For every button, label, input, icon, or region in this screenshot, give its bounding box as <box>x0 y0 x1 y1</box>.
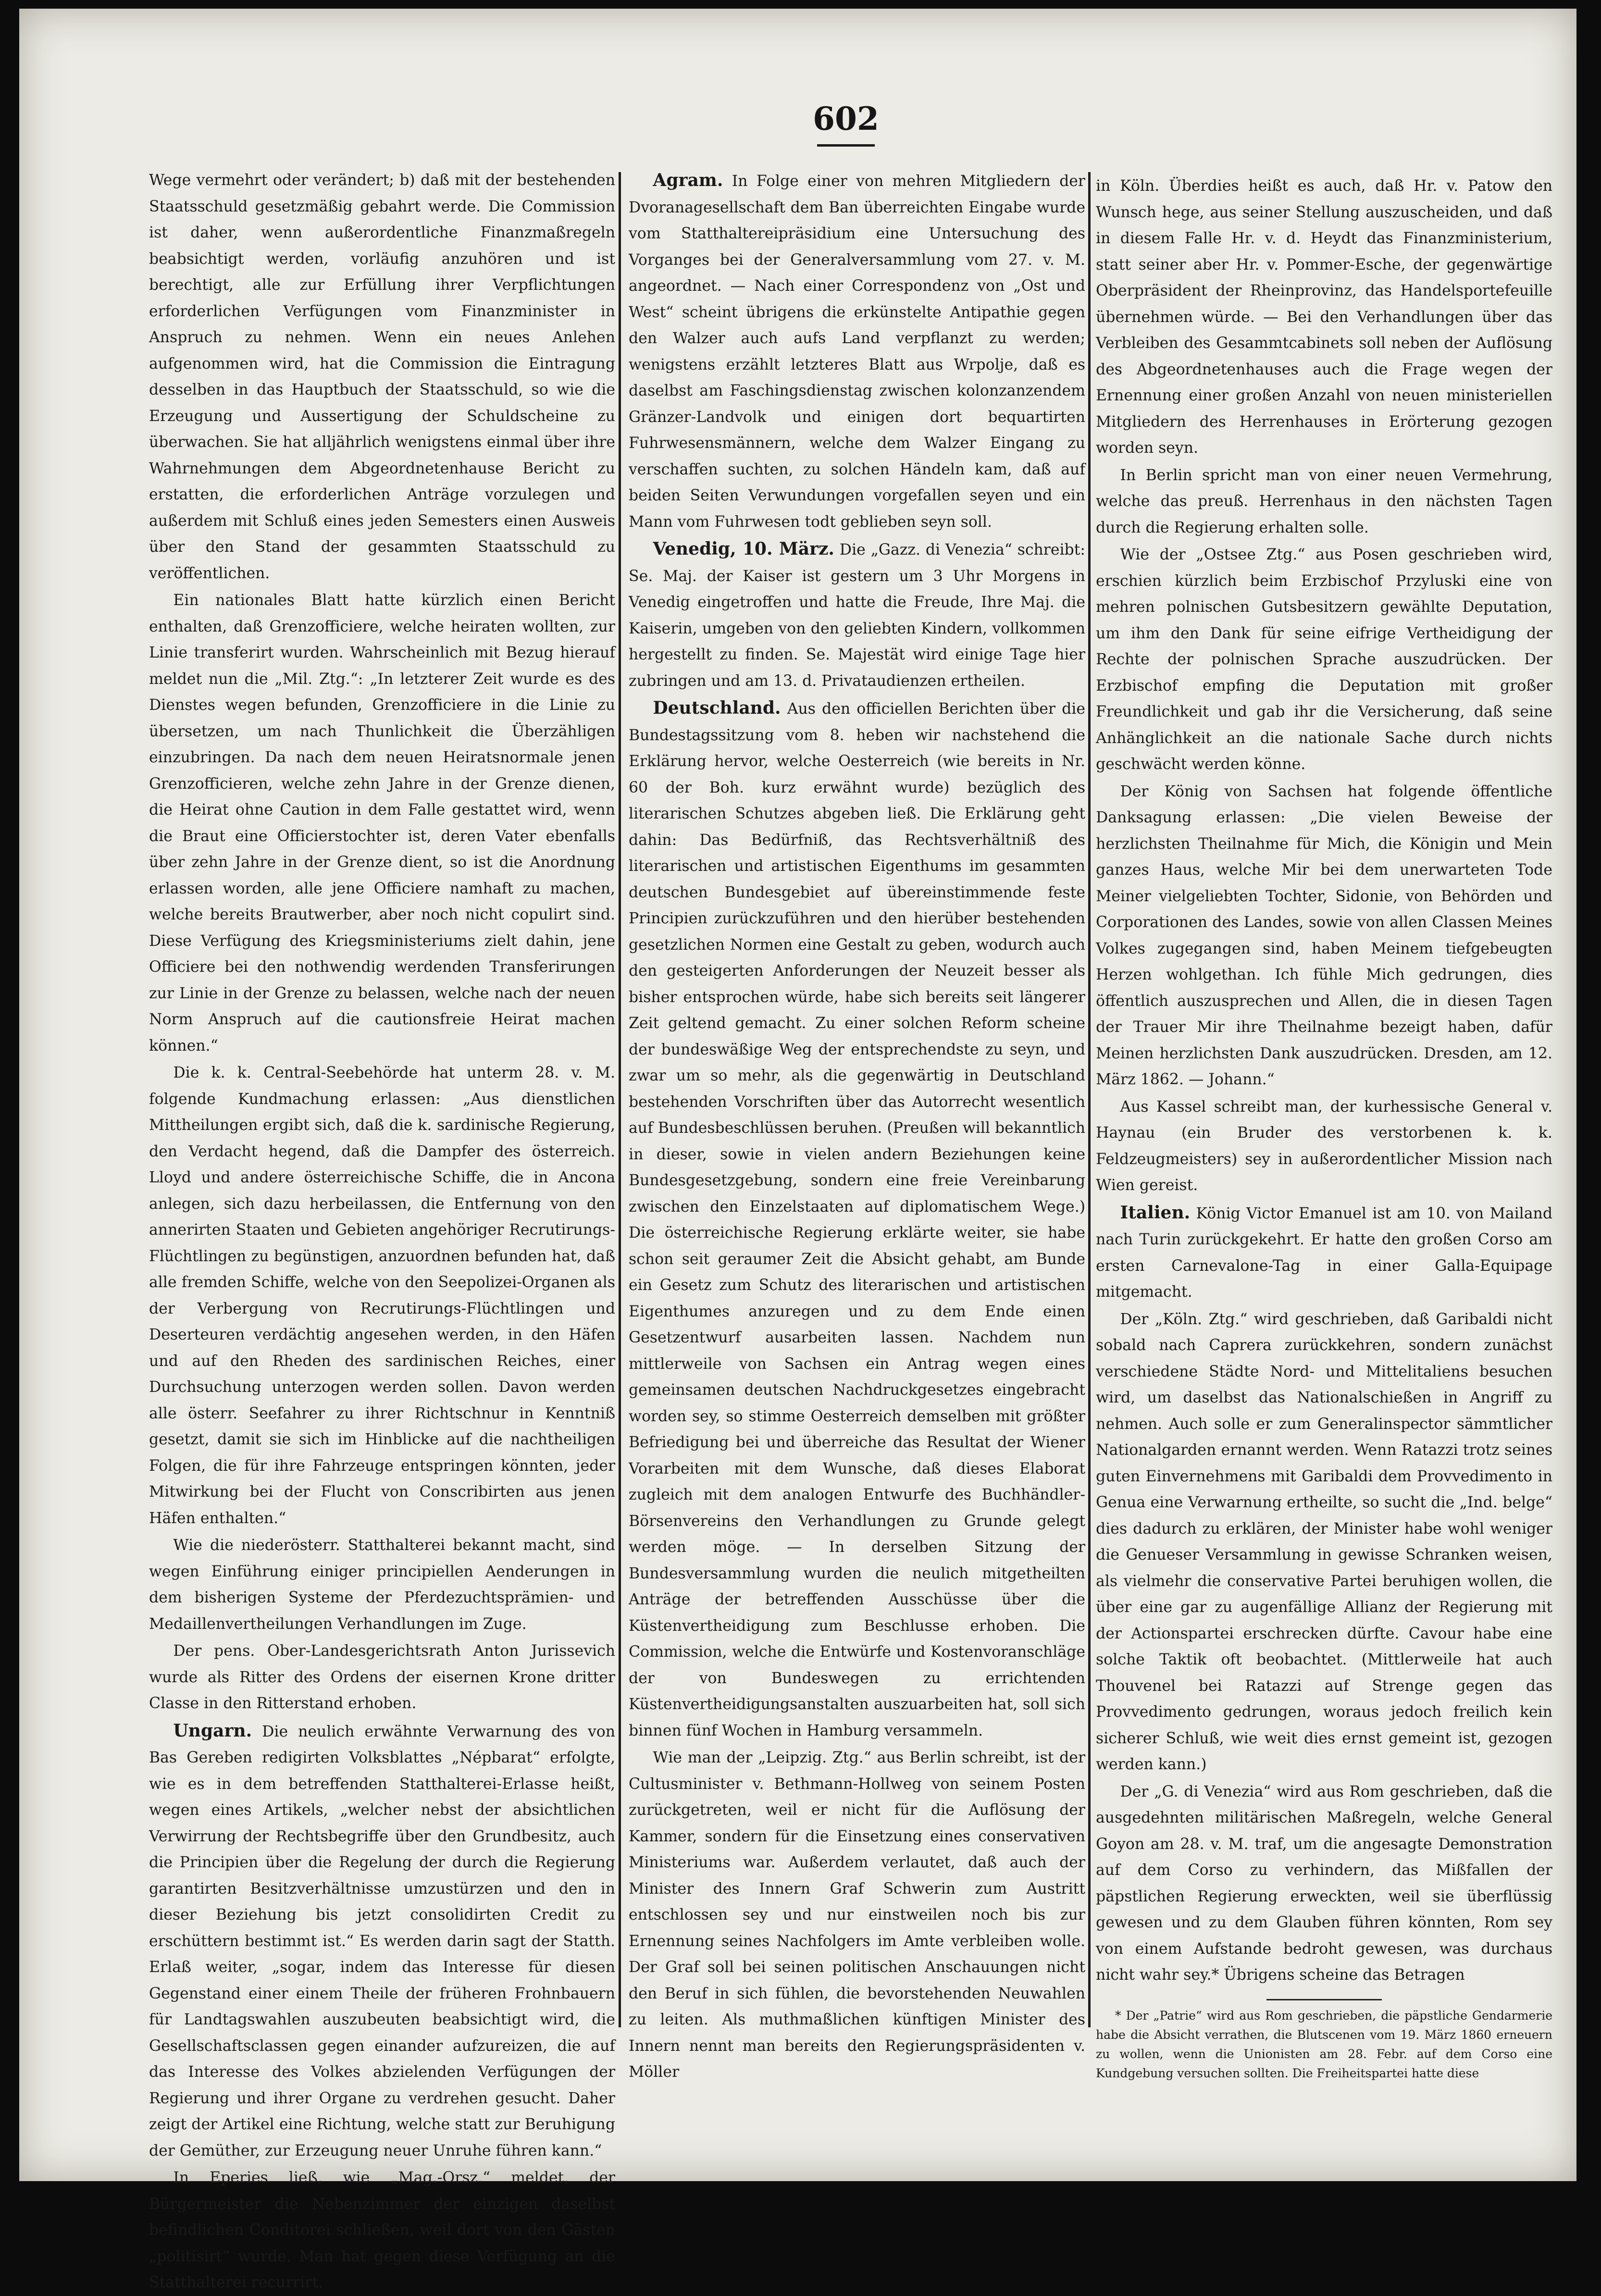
article-paragraph <box>629 1745 1085 2085</box>
article-paragraph <box>149 1638 615 1717</box>
paragraph-text: Die „Gazz. di Venezia“ schreibt: Se. Maj. der Kaiser ist gestern um 3 Uhr Morgens in Venedig eingetroffen und hatte die Freude, Ihre Maj. die Kaiserin, umgeben von den geliebten Kindern, vollkommen hergestellt zu finden. Se. Majestät wird einige Tage hier zubringen und am 13. d. Privataudienzen ertheilen. <box>629 541 1085 690</box>
footnote: * Der „Patrie“ wird aus Rom geschrieben, die päpstliche Gendarmerie habe die Absicht verrathen, die Blutscenen vom 19. März 1860 erneuern zu wollen, wenn die Unionisten am 28. Febr. auf dem Corso eine Kundgebung versuchen sollten. Die Freiheitspartei hatte diese <box>1096 2008 1552 2080</box>
paragraph-text: Wege vermehrt oder verändert; b) daß mit der bestehenden Staatsschuld gesetzmäßig gebahrt werde. Die Commission ist daher, wenn außerordentliche Finanzmaßregeln beabsichtigt werden, vorläufig anzuhören und ist berechtigt, alle zur Erfüllung ihrer Verpflichtungen erforderlichen Verfügungen vom Finanzminister in Anspruch zu nehmen. Wenn ein neues Anlehen aufgenommen wird, hat die Commission die Eintragung desselben in das Hauptbuch der Staatsschuld, so wie die Erzeugung und Aussertigung der Schuldscheine zu überwachen. Sie hat alljährlich wenigstens einmal über ihre Wahrnehmungen dem Abgeordnetenhause Bericht zu erstatten, die erforderlichen Anträge vorzulegen und außerdem mit Schluß eines jeden Semesters einen Ausweis über den Stand der gesammten Staatsschuld zu veröffentlichen. <box>149 172 615 582</box>
section-heading: Ungarn. <box>173 1720 252 1741</box>
paragraph-text: Der pens. Ober-Landesgerichtsrath Anton Jurissevich wurde als Ritter des Ordens der eisernen Krone dritter Classe in den Ritterstand erhoben. <box>149 1642 615 1712</box>
article-paragraph <box>1096 779 1552 1093</box>
page-number: 602 <box>813 100 879 137</box>
paragraph-text: Wie die niederösterr. Statthalterei bekannt macht, sind wegen Einführung einiger principiellen Aenderungen in dem bisherigen Systeme der Pferdezuchtsprämien- und Medaillenvertheilungen Verhandlungen im Zuge. <box>149 1537 615 1633</box>
article-paragraph <box>149 1060 615 1531</box>
article-paragraph <box>1096 542 1552 778</box>
article-paragraph <box>1096 173 1552 461</box>
paragraph-text: In Folge einer von mehren Mitgliedern der Dvoranagesellschaft dem Ban überreichten Eingabe wurde vom Statthaltereipräsidium eine Untersuchung des Vorganges bei der Generalversammlung vom 27. v. M. angeordnet. — Nach einer Correspondenz von „Ost und West“ scheint übrigens die erkünstelte Antipathie gegen den Walzer auch aufs Land verpflanzt zu werden; wenigstens erzählt letzteres Blatt aus Wrpolje, daß es daselbst am Faschingsdienstag zwischen kolonzanzendem Gränzer-Landvolk und einigen dort bequartirten Fuhrwesensmännern, welche dem Walzer Eingang zu verschaffen suchten, zu solchen Händeln kam, daß auf beiden Seiten Verwundungen vorgefallen seyen und ein Mann vom Fuhrwesen todt geblieben seyn soll. <box>629 173 1085 531</box>
article-paragraph <box>629 167 1085 535</box>
article-paragraph <box>149 587 615 1059</box>
paragraph-text: Der „G. di Venezia“ wird aus Rom geschrieben, daß die ausgedehnten militärischen Maßregeln, welche General Goyon am 28. v. M. traf, um die angesagte Demonstration auf dem Corso zu verhindern, das Mißfallen der päpstlichen Regierung erweckten, weil sie überflüssig gewesen und zu dem Glauben führen könnten, Rom sey von einem Aufstande bedroht gewesen, was durchaus nicht wahr sey.* Übrigens scheine das Betragen <box>1096 1783 1552 1984</box>
article-paragraph <box>1096 1779 1552 1988</box>
column-divider-right <box>1088 172 1091 2027</box>
article-paragraph <box>1096 462 1552 541</box>
section-heading: Venedig, 10. März. <box>653 539 834 559</box>
paragraph-text: König Victor Emanuel ist am 10. von Mailand nach Turin zurückgekehrt. Er hatte den großen Corso am ersten Carnevalone-Tag in einer Galla-Equipage mitgemacht. <box>1096 1204 1552 1301</box>
article-paragraph <box>629 536 1085 694</box>
paragraph-text: Aus den officiellen Berichten über die Bundestagssitzung vom 8. heben wir nachstehend die Erklärung hervor, welche Oesterreich (wie bereits in Nr. 60 der Boh. kurz erwähnt wurde) bezüglich des literarischen Schutzes abgeben ließ. Die Erklärung geht dahin: Das Bedürfniß, das Rechtsverhältniß des literarischen und artistischen Eigenthums im gesammten deutschen Bundesgebiet auf übereinstimmende feste Principien zurückzuführen und den hierüber bestehenden gesetzlichen Normen eine Gestalt zu geben, wodurch auch den gesteigerten Anforderungen der Neuzeit besser als bisher entsprochen würde, habe sich bereits seit längerer Zeit geltend gemacht. Zu einer solchen Reform scheine der bundeswäßige Weg der entsprechendste zu seyn, und zwar um so mehr, als die gegenwärtig in Deutschland bestehenden Vorschriften über das Autorrecht wesentlich auf Bundesbeschlüssen beruhen. (Preußen will bekanntlich in dieser, sowie in vielen andern Beziehungen keine Bundesgesetzgebung, sondern eine freie Vereinbarung zwischen den Einzelstaaten auf diplomatischem Wege.) Die österreichische Regierung erklärte weiter, sie habe schon seit geraumer Zeit die Absicht gehabt, am Bunde ein Gesetz zum Schutz des literarischen und artistischen Eigenthumes anzuregen und zu dem Ende einen Gesetzentwurf ausarbeiten lassen. Nachdem nun mittlerweile von Sachsen ein Antrag wegen eines gemeinsamen deutschen Nachdruckgesetzes eingebracht worden sey, so stimme Oesterreich demselben mit größter Befriedigung bei und überreiche das Resultat der Wiener Vorarbeiten mit dem Wunsche, daß dieses Elaborat zugleich mit dem analogen Entwurfe des Buchhändler-Börsenvereins den Verhandlungen zu Grunde gelegt werden möge. — In derselben Sitzung der Bundesversammlung wurden die neulich mitgetheilten Anträge der betreffenden Ausschüsse über die Küstenvertheidigung zum Beschlusse erhoben. Die Commission, welche die Entwürfe und Kostenvoranschläge der von Bundeswegen zu errichtenden Küstenvertheidigungsanstalten auszuarbeiten hat, soll sich binnen fünf Wochen in Hamburg versammeln. <box>629 700 1085 1739</box>
paragraph-text: Ein nationales Blatt hatte kürzlich einen Bericht enthalten, daß Grenzofficiere, welche heiraten wollten, zur Linie transferirt wurden. Wahrscheinlich mit Bezug hierauf meldet nun die „Mil. Ztg.“: „In letzterer Zeit wurde es des Dienstes wegen befunden, Grenzofficiere in die Linie zu übersetzen, um nach Thunlichkeit die Überzähligen einzubringen. Da nach dem neuen Heiratsnormale jenen Grenzofficieren, welche zehn Jahre in der Grenze dienen, die Heirat ohne Caution in dem Falle gestattet wird, wenn die Braut eine Officierstochter ist, deren Vater ebenfalls über zehn Jahre in der Grenze dient, so ist die Anordnung erlassen worden, alle jene Officiere namhaft zu machen, welche bereits Brautwerber, aber noch nicht copulirt sind. Diese Verfügung des Kriegsministeriums zielt dahin, jene Officiere bei den nothwendig werdenden Transferirungen zur Linie in der Grenze zu belassen, welche nach der neuen Norm Anspruch auf die cautionsfreie Heirat machen können.“ <box>149 592 615 1055</box>
paragraph-text: Die neulich erwähnte Verwarnung des von Bas Gereben redigirten Volksblattes „Népbarat“ erfolgte, wie es in dem betreffenden Statthalterei-Erlasse heißt, wegen eines Artikels, „welcher nebst der absichtlichen Verwirrung der Rechtsbegriffe über den Grundbesitz, auch die Principien über die Regelung der durch die Regierung garantirten Besitzverhältnisse umzustürzen und den in dieser Beziehung bis jetzt consolidirten Credit zu erschüttern bestimmt ist.“ Es werden darin sagt der Statth. Erlaß weiter, „sogar, indem das Interesse für diesen Gegenstand einer einem Theile der früheren Frohnbauern für Landtagswahlen auszubeuten beabsichtigt wird, die Gesellschaftsclassen gegen einander aufzureizen, die auf das Interesse des Volkes abzielenden Verfügungen der Regierung und ihrer Organe zu verdrehen gesucht. Daher zeigt der Artikel eine Richtung, welche statt zur Beruhigung der Gemüther, zur Erzeugung neuer Unruhe führen kann.“ <box>149 1723 615 2159</box>
article-paragraph <box>629 695 1085 1744</box>
article-paragraph <box>1096 1306 1552 1778</box>
column-middle <box>629 167 1085 2143</box>
column-divider-left <box>619 172 621 2027</box>
paragraph-text: Der „Köln. Ztg.“ wird geschrieben, daß Garibaldi nicht sobald nach Caprera zurückkehren, sondern zunächst verschiedene Städte Nord- und Mittelitaliens besuchen wird, um daselbst das Nationalschießen in Angriff zu nehmen. Auch solle er zum Generalinspector sämmtlicher Nationalgarden ernannt werden. Wenn Ratazzi trotz seines guten Einvernehmens mit Garibaldi dem Provvedimento in Genua eine Verwarnung ertheilte, so sucht die „Ind. belge“ dies dadurch zu erklären, der Minister habe wohl weniger die Genueser Versammlung in gewisse Schranken weisen, als vielmehr die conservative Partei beruhigen wollen, die über eine gar zu augenfällige Allianz der Regierung mit der Actionspartei erschrecken dürfte. Cavour habe eine solche Taktik oft beobachtet. (Mittlerweile hat auch Thouvenel bei Ratazzi auf Strenge gegen das Provvedimento gedrungen, woraus jedoch freilich kein sicherer Schluß, wie weit dies ernst gemeint ist, gezogen werden kann.) <box>1096 1310 1552 1773</box>
paragraph-text: In Berlin spricht man von einer neuen Vermehrung, welche das preuß. Herrenhaus in den nächsten Tagen durch die Regierung erhalten solle. <box>1096 466 1552 536</box>
article-paragraph <box>149 2165 615 2296</box>
column-left <box>149 167 615 2291</box>
article-paragraph <box>149 1718 615 2164</box>
footnote-divider <box>1266 1999 1382 2000</box>
section-heading: Deutschland. <box>653 698 781 718</box>
paragraph-text: Wie der „Ostsee Ztg.“ aus Posen geschrieben wird, erschien kürzlich beim Erzbischof Przyluski eine von mehren polnischen Gutsbesitzern gewählte Deputation, um ihm den Dank für seine eifrige Vertheidigung der Rechte der polnischen Sprache auszudrücken. Der Erzbischof empfing die Deputation mit großer Freundlichkeit und gab ihr die Versicherung, daß seine Anhänglichkeit an die nationale Sache durch nichts geschwächt werden könne. <box>1096 546 1552 773</box>
newspaper-page <box>19 9 1576 2291</box>
section-heading: Agram. <box>653 170 723 190</box>
page-number-underline <box>817 144 875 147</box>
paragraph-text: Der König von Sachsen hat folgende öffentliche Danksagung erlassen: „Die vielen Beweise der herzlichsten Theilnahme für Mich, die Königin und Mein ganzes Haus, welche Mir bei dem unerwarteten Tode Meiner vielgeliebten Tochter, Sidonie, von Behörden und Corporationen des Landes, sowie von allen Classen Meines Volkes zugegangen sind, haben Meinem tiefgebeugten Herzen wohlgethan. Ich fühle Mich gedrungen, dies öffentlich auszusprechen und Allen, die in diesen Tagen der Trauer Mir ihre Theilnahme bezeigt haben, dafür Meinen herzlichsten Dank auszudrücken. Dresden, am 12. März 1862. — Johann.“ <box>1096 782 1552 1088</box>
article-paragraph <box>1096 1094 1552 1199</box>
column-right <box>1096 173 1552 2148</box>
article-paragraph <box>1096 1200 1552 1305</box>
article-paragraph <box>149 167 615 586</box>
paragraph-text: Die k. k. Central-Seebehörde hat unterm 28. v. M. folgende Kundmachung erlassen: „Aus dienstlichen Mittheilungen ergibt sich, daß die k. sardinische Regierung, den Verdacht hegend, daß die Dampfer des österreich. Lloyd und andere österreichische Schiffe, die in Ancona anlegen, sich dazu herbeilassen, die Entfernung von den annerirten Staaten und Gebieten angehöriger Recrutirungs-Flüchtlingen zu begünstigen, anzuordnen befunden hat, daß alle fremden Schiffe, welche von den Seepolizei-Organen als der Verbergung von Recrutirungs-Flüchtlingen und Deserteuren verdächtig angesehen werden, in den Häfen und auf den Rheden des sardinischen Reiches, einer Durchsuchung unterzogen werden sollen. Davon werden alle österr. Seefahrer zu ihrer Richtschnur in Kenntniß gesetzt, damit sie sich im Hinblicke auf die nachtheiligen Folgen, die für ihre Fahrzeuge entspringen könnten, jeder Mitwirkung bei der Flucht von Conscribirten aus jenen Häfen enthalten.“ <box>149 1064 615 1527</box>
section-heading: Italien. <box>1120 1202 1191 1223</box>
paragraph-text: Aus Kassel schreibt man, der kurhessische General v. Haynau (ein Bruder des verstorbenen k. k. Feldzeugmeisters) sey in außerordentlicher Mission nach Wien gereist. <box>1096 1098 1552 1194</box>
paragraph-text: Wie man der „Leipzig. Ztg.“ aus Berlin schreibt, ist der Cultusminister v. Bethmann-Hollweg von seinem Posten zurückgetreten, weil er nicht für die Auflösung der Kammer, sondern für die Einsetzung eines conservativen Ministeriums war. Außerdem verlautet, daß auch der Minister des Innern Graf Schwerin zum Austritt entschlossen sey und nur einstweilen noch bis zur Ernennung seines Nachfolgers im Amte verbleiben wolle. Der Graf soll bei seinen politischen Anschauungen nicht den Beruf in sich fühlen, die bevorstehenden Neuwahlen zu leiten. Als muthmaßlichen künftigen Minister des Innern nennt man bereits den Regierungspräsidenten v. Möller <box>629 1749 1085 2081</box>
article-paragraph <box>149 1532 615 1637</box>
paragraph-text: In Eperies ließ, wie „Mag.-Orsz.“ meldet, der Bürgermeister die Nebenzimmer der einzigen daselbst befindlichen Conditorei schließen, weil dort von den Gästen „politisirt“ wurde. Man hat gegen diese Verfügung an die Statthalterei recurrirt. <box>149 2169 615 2291</box>
paragraph-text: in Köln. Überdies heißt es auch, daß Hr. v. Patow den Wunsch hege, aus seiner Stellung auszuscheiden, und daß in diesem Falle Hr. v. d. Heydt das Finanzministerium, statt seiner aber Hr. v. Pommer-Esche, der gegenwärtige Oberpräsident der Rheinprovinz, das Handelsportefeuille übernehmen würde. — Bei den Verhandlungen über das Verbleiben des Gesammtcabinets soll neben der Auflösung des Abgeordnetenhauses auch die Frage wegen der Ernennung einer großen Anzahl von neuen ministeriellen Mitgliedern des Herrenhauses in Erörterung gezogen worden seyn. <box>1096 177 1552 457</box>
